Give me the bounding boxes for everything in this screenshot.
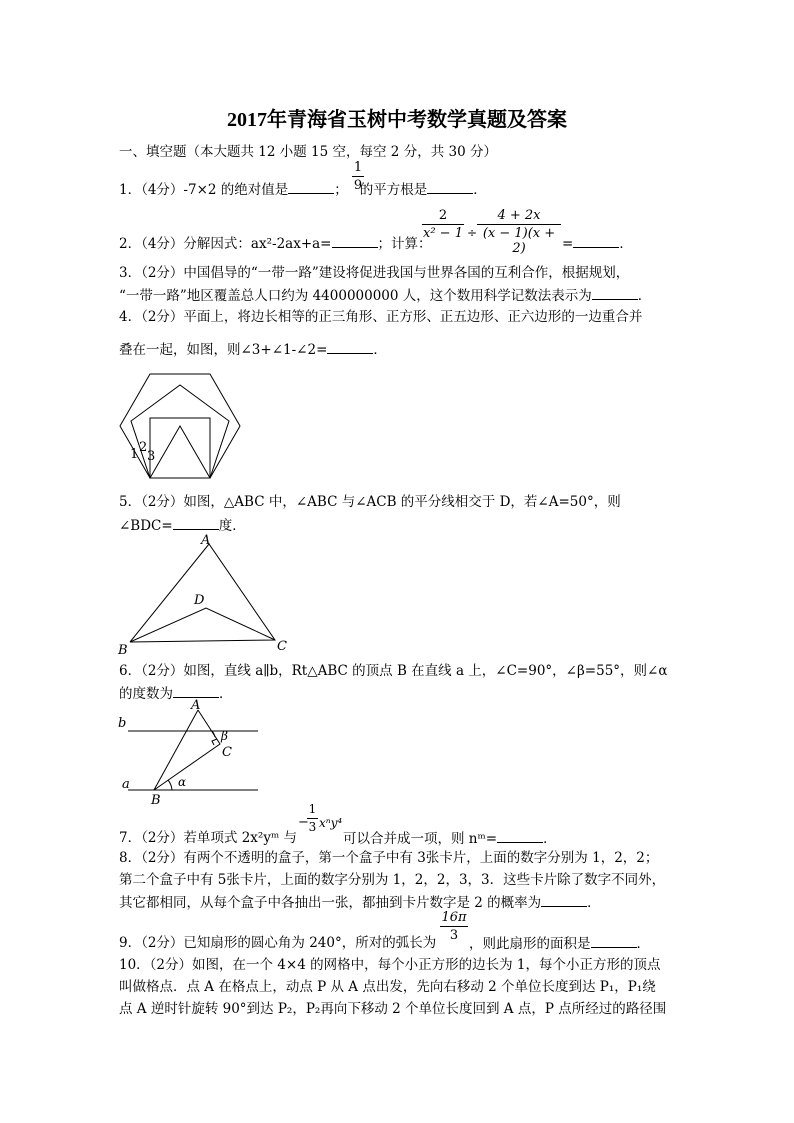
fraction-16pi-over-3	[440, 910, 468, 943]
line-label-a: a	[122, 777, 130, 792]
fraction-denominator: x² − 1	[423, 226, 463, 241]
question-3-line-1: 3．（2分）中国倡导的“一带一路”建设将促进我国与世界各国的互利合作，根据规划，	[119, 265, 630, 281]
question-6-text: 的度数为	[119, 686, 173, 702]
question-9-text-a: 9．（2分）已知扇形的圆心角为 240°，所对的弧长为	[119, 935, 437, 951]
question-4-text: 叠在一起，如图，则∠3+∠1-∠2=	[119, 342, 328, 358]
vertex-label-d: D	[194, 593, 205, 608]
question-5-text-a: ∠BDC=	[119, 518, 173, 534]
fraction-numerator: 2	[438, 208, 448, 223]
fraction-one-third	[307, 802, 318, 835]
divide-sign: ÷	[467, 226, 478, 240]
question-2-end: ．	[619, 236, 633, 252]
answer-blank[interactable]	[497, 829, 543, 843]
question-4-line-1: 4．（2分）平面上，将边长相等的正三角形、正方形、正五边形、正六边形的一边重合并	[119, 309, 643, 325]
question-1	[119, 180, 487, 199]
question-7-text-b: 可以合并成一项，则 nᵐ=	[343, 831, 498, 847]
question-9-text-b: ，则此扇形的面积是	[469, 936, 591, 952]
question-7-end: ．	[543, 831, 557, 847]
question-10-line-1: 10．（2分）如图，在一个 4×4 的网格中，每个小正方形的边长为 1，每个小正方形的顶点	[119, 957, 661, 973]
question-9-end: ．	[636, 936, 650, 952]
fraction-denominator: 3	[449, 928, 459, 943]
vertex-label-c: C	[222, 745, 232, 760]
question-3-end: ．	[637, 288, 652, 304]
answer-blank[interactable]	[173, 516, 219, 530]
question-9-tail	[469, 934, 650, 953]
section-heading: 一、填空题（本大题共 12 小题 15 空，每空 2 分，共 30 分）	[119, 144, 497, 160]
fraction-4-2x	[477, 208, 561, 256]
question-1-text-a: 1．（4分）-7×2 的绝对值是	[119, 182, 289, 198]
pentagon	[131, 385, 229, 478]
question-2-text-b: ；计算：	[377, 236, 432, 252]
triangle-bisector-figure	[116, 532, 296, 657]
question-8-line-2: 第二个盒子中有 5张卡片，上面的数字分别为 1，2，2，3，3．这些卡片除了数字不同外，	[119, 872, 666, 888]
polygons-figure	[118, 372, 248, 484]
fraction-numerator: 1	[308, 802, 317, 816]
question-3-text: “一带一路”地区覆盖总人口约为 4400000000 人，这个数用科学记数法表示为	[119, 288, 592, 304]
question-7-text-a: 7．（2分）若单项式 2x²yᵐ 与	[119, 830, 298, 846]
page-title: 2017年青海省玉树中考数学真题及答案	[227, 109, 567, 131]
fig-label-3: 3	[147, 449, 156, 464]
question-7-tail	[343, 829, 557, 848]
question-5-text-b: 度．	[218, 518, 246, 534]
answer-blank[interactable]	[332, 234, 378, 248]
question-1-end: ．	[473, 182, 487, 198]
coefficient-sign: −	[298, 815, 309, 830]
question-10-line-2: 叫做格点．点 A 在格点上，动点 P 从 A 点出发，先向右移动 2 个单位长度到达 P₁，P₁绕	[119, 979, 656, 995]
triangle	[150, 426, 210, 478]
question-8-line-1: 8．（2分）有两个不透明的盒子，第一个盒子中有 3张卡片，上面的数字分别为 1，2，2；	[119, 850, 659, 866]
vertex-label-c: C	[277, 639, 287, 654]
vertex-label-a: A	[201, 533, 211, 548]
question-6-end: ．	[219, 686, 233, 702]
question-2	[119, 234, 432, 253]
answer-blank[interactable]	[327, 340, 373, 354]
answer-blank[interactable]	[541, 893, 587, 907]
vertex-label-b: B	[151, 793, 161, 808]
fraction-denominator: 3	[308, 820, 317, 834]
answer-blank[interactable]	[288, 180, 334, 194]
parallel-lines-figure	[118, 700, 268, 810]
question-10-line-3: 点 A 逆时针旋转 90°到达 P₂，P₂再向下移动 2 个单位长度回到 A 点，P 点所经过的路径围	[119, 1001, 667, 1017]
question-1-text-c: 的平方根是	[359, 182, 428, 198]
vertex-label-b: B	[118, 643, 128, 658]
question-5-line-1: 5．（2分）如图，△ABC 中，∠ABC 与∠ACB 的平分线相交于 D，若∠A=50°，则	[119, 494, 621, 510]
answer-blank[interactable]	[427, 180, 473, 194]
fraction-numerator: 1	[353, 160, 363, 175]
vertex-label-a: A	[191, 698, 201, 713]
question-2-text-a: 2．（4分）分解因式：ax²-2ax+a=	[119, 236, 332, 252]
fraction-denominator: (x − 1)(x + 2)	[482, 226, 556, 256]
angle-label-alpha: α	[178, 775, 187, 789]
question-6-line-1: 6．（2分）如图，直线 a∥b，Rt△ABC 的顶点 B 在直线 a 上，∠C=90°，∠β=55°，则∠α	[119, 663, 668, 679]
answer-blank[interactable]	[173, 684, 219, 698]
question-4-end: ．	[373, 342, 387, 358]
fraction-2-over-x2-1	[422, 208, 464, 241]
question-8-end: ．	[587, 895, 601, 911]
answer-blank[interactable]	[591, 934, 637, 948]
answer-blank[interactable]	[592, 286, 638, 300]
monomial: xⁿy⁴	[319, 816, 343, 830]
fraction-numerator: 16π	[441, 910, 467, 925]
fig-label-2: 2	[139, 440, 148, 455]
question-3-line-2	[119, 286, 651, 305]
question-8-text: 其它都相同，从每个盒子中各抽出一张，都抽到卡片数字是 2 的概率为	[119, 895, 542, 911]
fraction-denominator: 9	[353, 178, 363, 193]
question-4-line-2	[119, 340, 387, 359]
equals-sign: =	[562, 236, 574, 252]
line-label-b: b	[118, 716, 127, 731]
question-2-tail	[562, 234, 633, 253]
answer-blank[interactable]	[573, 234, 619, 248]
fraction-one-ninth	[352, 160, 364, 193]
fraction-numerator: 4 + 2x	[497, 208, 541, 223]
question-8-line-3	[119, 893, 601, 912]
angle-label-beta: β	[221, 729, 228, 743]
question-1-sep: ；	[334, 182, 348, 198]
fig-label-1: 1	[130, 447, 139, 462]
